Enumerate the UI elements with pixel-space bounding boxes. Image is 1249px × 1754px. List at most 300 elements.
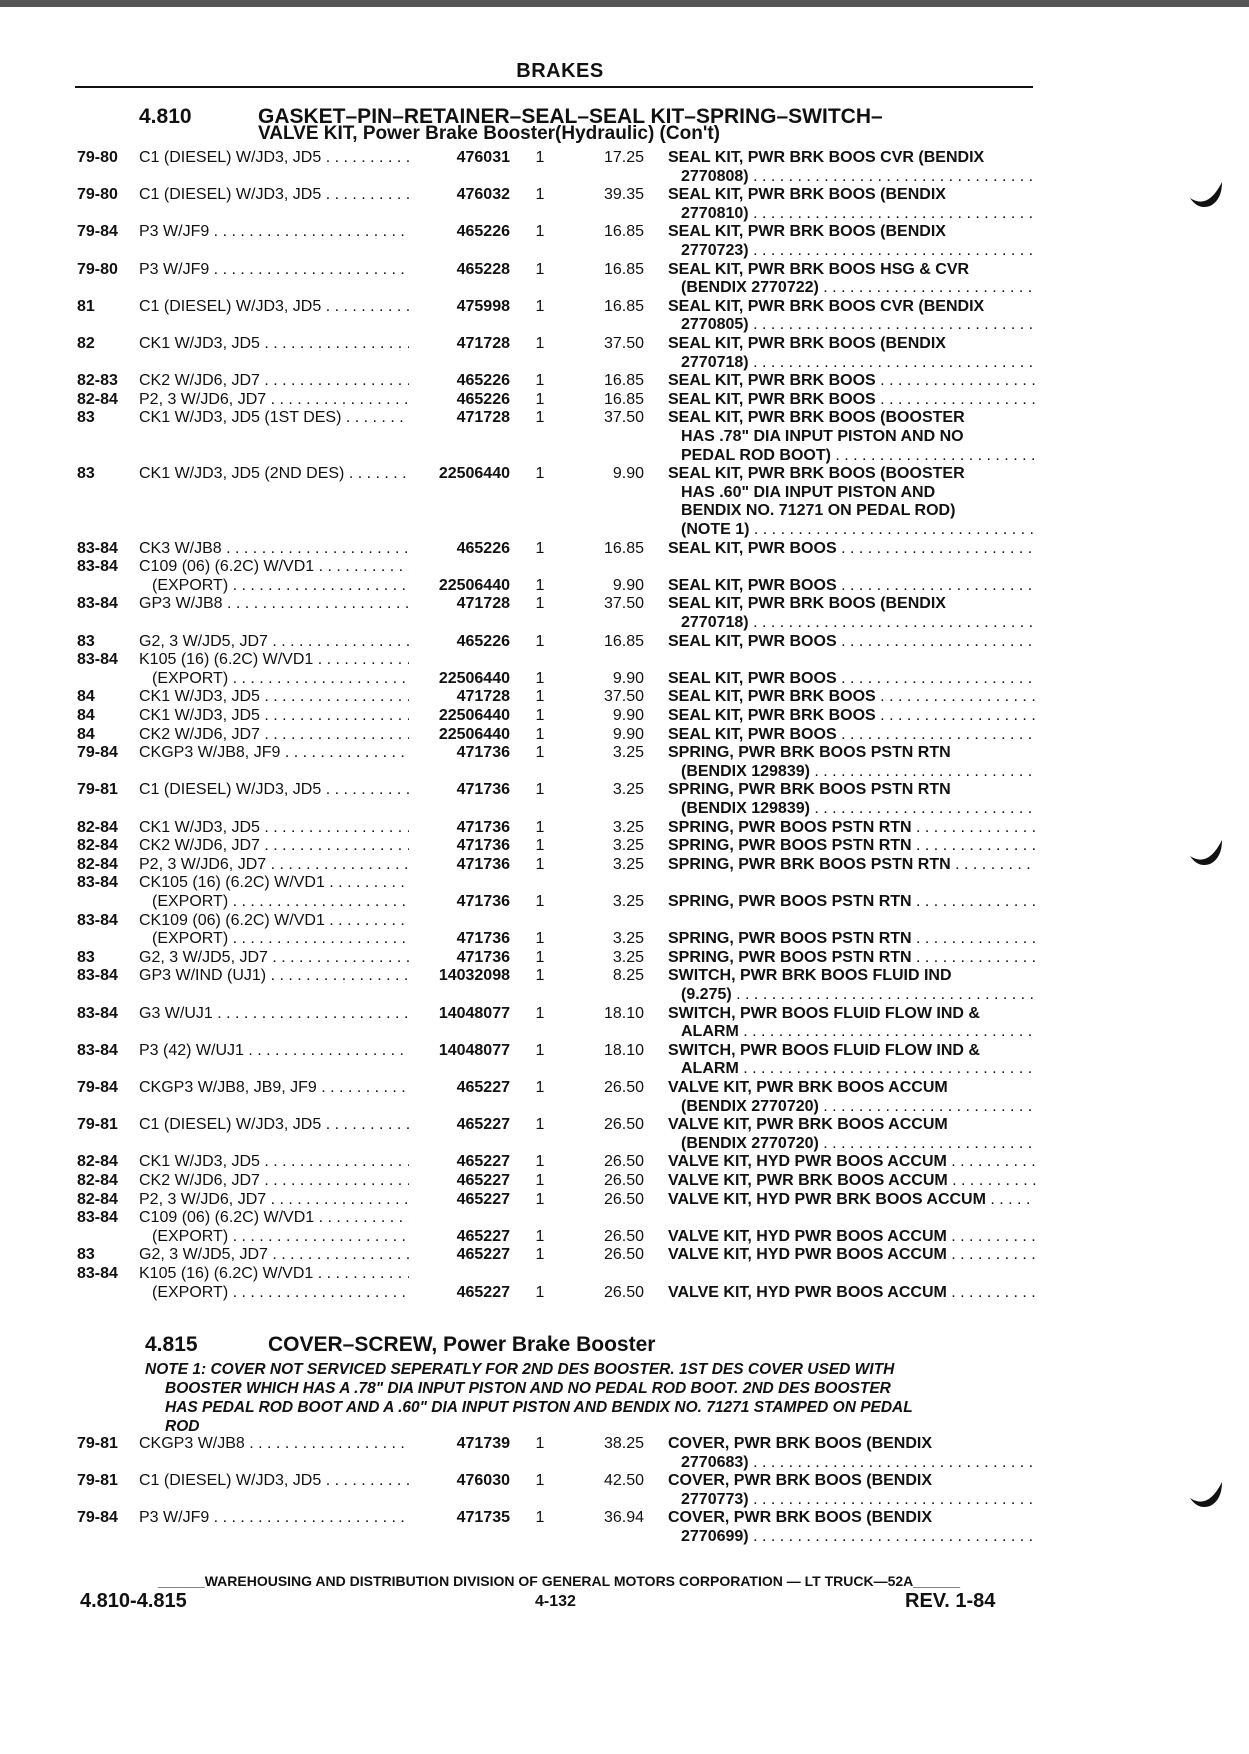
- application-cell-cont: (EXPORT) . . .: [152, 577, 409, 596]
- application-cell: P3 W/JF9 . . .: [139, 1509, 409, 1528]
- quantity-cell: 1: [535, 818, 545, 836]
- price-cell: 39.35: [603, 186, 644, 204]
- price-cell: 8.25: [612, 967, 644, 985]
- quantity-cell: 1: [535, 1509, 545, 1527]
- description-cont: (BENDIX 129839) . . .: [681, 800, 1036, 819]
- description-cell: [668, 186, 1036, 205]
- year-cell: 82-84: [77, 1153, 118, 1171]
- description-text: PWR BRK BOOS: [743, 707, 876, 724]
- quantity-cell: 1: [535, 781, 545, 799]
- description-keyword: VALVE KIT,: [668, 1116, 752, 1134]
- footer-division-text: WAREHOUSING AND DISTRIBUTION DIVISION OF GENERAL MOTORS CORPORATION — LT TRUCK—52A: [204, 1573, 914, 1589]
- description-keyword: SPRING,: [668, 781, 734, 799]
- description-text: PWR BRK BOOS (BENDIX: [729, 1472, 933, 1490]
- price-cell: 16.85: [603, 297, 644, 315]
- section-title-line-2: VALVE KIT, Power Brake Booster(Hydraulic) (Con't): [258, 123, 720, 144]
- application-cell: CK2 W/JD6, JD7 . . .: [139, 1172, 409, 1191]
- description-keyword: VALVE KIT,: [668, 1172, 752, 1189]
- part-number-cell: 471728: [456, 335, 510, 352]
- application-cell: K105 (16) (6.2C) W/VD1 . . .: [139, 1265, 409, 1284]
- price-cell: 26.50: [603, 1246, 644, 1264]
- part-number-cell: 471735: [456, 1509, 510, 1527]
- description-cell: [668, 1191, 1036, 1210]
- description-text: PWR BRK BOOS (BENDIX: [743, 223, 946, 241]
- description-cell: [668, 335, 1036, 354]
- year-cell: 79-80: [77, 149, 118, 166]
- description-text: PWR BRK BOOS CVR (BENDIX: [743, 149, 985, 166]
- application-cell: G2, 3 W/JD5, JD7 . . .: [139, 633, 409, 652]
- price-cell: 26.50: [603, 1283, 644, 1301]
- description-keyword: COVER,: [668, 1472, 730, 1490]
- description-text: PWR BRK BOOS: [743, 390, 876, 408]
- description-text: PWR BOOS FLUID FLOW IND &: [735, 1041, 980, 1059]
- application-cell: CKGP3 W/JB8, JF9 . . .: [139, 744, 409, 763]
- part-number-cell: 471736: [456, 837, 510, 855]
- description-keyword: SPRING,: [668, 930, 734, 948]
- description-keyword: SEAL KIT,: [668, 409, 744, 427]
- year-cell: 83-84: [77, 595, 118, 613]
- description-cell: [668, 1435, 1036, 1454]
- part-number-cell: 14032098: [438, 967, 510, 985]
- application-cell: CK2 W/JD6, JD7 . . .: [139, 372, 409, 391]
- description-cell: [668, 1509, 1036, 1528]
- description-cell: [668, 837, 1036, 856]
- application-cell: CK1 W/JD3, JD5 . . .: [139, 335, 409, 354]
- binder-curl-mark: [1188, 1480, 1226, 1510]
- year-cell: 79-80: [77, 260, 118, 278]
- part-number-cell: 471728: [456, 409, 510, 427]
- description-keyword: SEAL KIT,: [668, 260, 744, 278]
- part-number-cell: 471728: [456, 688, 510, 706]
- quantity-cell: 1: [535, 725, 545, 743]
- description-keyword: SEAL KIT,: [668, 632, 744, 650]
- quantity-cell: 1: [535, 707, 545, 724]
- description-cell: [668, 223, 1036, 242]
- part-number-cell: 471736: [456, 781, 510, 799]
- year-cell: 82-83: [77, 372, 118, 390]
- description-cell: [668, 1172, 1036, 1191]
- description-keyword: SWITCH,: [668, 967, 736, 985]
- price-cell: 36.94: [603, 1509, 644, 1527]
- quantity-cell: 1: [535, 855, 545, 873]
- price-cell: 16.85: [603, 260, 644, 278]
- quantity-cell: 1: [535, 1172, 545, 1189]
- quantity-cell: 1: [535, 967, 545, 985]
- description-text: PWR BOOS PSTN RTN: [733, 837, 912, 855]
- part-number-cell: 465226: [456, 372, 510, 390]
- description-keyword: SEAL KIT,: [668, 223, 744, 241]
- footer-section-range: 4.810-4.815: [80, 1590, 187, 1612]
- description-cell: [668, 372, 1036, 391]
- description-keyword: SEAL KIT,: [668, 149, 744, 166]
- description-keyword: VALVE KIT,: [668, 1190, 752, 1208]
- header-rule: [75, 86, 1033, 88]
- description-keyword: COVER,: [668, 1509, 730, 1527]
- quantity-cell: 1: [535, 1227, 545, 1245]
- year-cell: 83-84: [77, 651, 118, 669]
- description-cell: [668, 261, 1036, 280]
- description-cell: [668, 688, 1036, 707]
- part-number-cell: 22506440: [438, 576, 510, 594]
- year-cell: 79-81: [77, 781, 118, 799]
- part-number-cell: 465226: [456, 223, 510, 241]
- price-cell: 9.90: [612, 576, 644, 594]
- description-keyword: SEAL KIT,: [668, 297, 744, 315]
- binder-curl-mark: [1188, 838, 1226, 868]
- description-cell: [668, 856, 1036, 875]
- application-cell: C1 (DIESEL) W/JD3, JD5 . . .: [139, 781, 409, 800]
- description-text: HYD PWR BRK BOOS ACCUM: [751, 1190, 986, 1208]
- part-number-cell: 471728: [456, 595, 510, 613]
- application-cell: C1 (DIESEL) W/JD3, JD5 . . .: [139, 149, 409, 168]
- description-text: PWR BRK BOOS (BENDIX: [743, 186, 946, 204]
- application-cell: CK1 W/JD3, JD5 . . .: [139, 1153, 409, 1172]
- quantity-cell: 1: [535, 930, 545, 948]
- description-keyword: SWITCH,: [668, 1004, 736, 1022]
- application-cell-cont: (EXPORT) . . .: [152, 1284, 409, 1303]
- description-cont: PEDAL ROD BOOT) . . .: [681, 447, 1036, 466]
- price-cell: 3.25: [612, 892, 644, 910]
- year-cell: 83-84: [77, 967, 118, 985]
- application-cell: C1 (DIESEL) W/JD3, JD5 . . .: [139, 1116, 409, 1135]
- description-cell: [668, 298, 1036, 317]
- part-number-cell: 476031: [456, 149, 510, 166]
- price-cell: 37.50: [603, 335, 644, 352]
- binder-curl-mark: [1188, 180, 1226, 210]
- year-cell: 83-84: [77, 1041, 118, 1059]
- description-keyword: SPRING,: [668, 744, 734, 762]
- application-cell: CK2 W/JD6, JD7 . . .: [139, 837, 409, 856]
- part-number-cell: 14048077: [438, 1004, 510, 1022]
- description-keyword: SEAL KIT,: [668, 539, 744, 557]
- description-cont: 2770718) . . .: [681, 354, 1036, 373]
- description-text: PWR BRK BOOS PSTN RTN: [733, 855, 951, 873]
- description-cell: [668, 1246, 1036, 1265]
- part-number-cell: 476030: [456, 1472, 510, 1490]
- description-keyword: SEAL KIT,: [668, 595, 744, 613]
- section-number: 4.810: [139, 105, 192, 128]
- description-keyword: SEAL KIT,: [668, 186, 744, 204]
- application-cell: G3 W/UJ1 . . .: [139, 1005, 409, 1024]
- price-cell: 16.85: [603, 372, 644, 390]
- description-cell: [668, 1284, 1036, 1303]
- price-cell: 18.10: [603, 1041, 644, 1059]
- description-cell: [668, 1116, 1036, 1135]
- section-title-line-1: GASKET–PIN–RETAINER–SEAL–SEAL KIT–SPRING–SWITCH–: [258, 105, 883, 128]
- part-number-cell: 465227: [456, 1172, 510, 1189]
- year-cell: 82-84: [77, 1190, 118, 1208]
- quantity-cell: 1: [535, 1472, 545, 1490]
- quantity-cell: 1: [535, 595, 545, 613]
- year-cell: 83: [77, 409, 95, 427]
- description-cell: [668, 1472, 1036, 1491]
- section-title-4815: COVER–SCREW, Power Brake Booster: [268, 1333, 656, 1356]
- description-text: HYD PWR BOOS ACCUM: [751, 1153, 947, 1171]
- description-keyword: SPRING,: [668, 892, 734, 910]
- description-keyword: VALVE KIT,: [668, 1227, 752, 1245]
- page-title: BRAKES: [516, 60, 604, 82]
- description-text: PWR BOOS: [743, 576, 837, 594]
- application-cell: GP3 W/IND (UJ1) . . .: [139, 967, 409, 986]
- year-cell: 82-84: [77, 855, 118, 873]
- part-number-cell: 471739: [456, 1435, 510, 1452]
- description-text: PWR BRK BOOS ACCUM: [751, 1172, 948, 1189]
- description-cont: (NOTE 1) . . .: [681, 521, 1036, 540]
- application-cell: P3 (42) W/UJ1 . . .: [139, 1042, 409, 1061]
- application-cell: CK1 W/JD3, JD5 . . .: [139, 707, 409, 726]
- quantity-cell: 1: [535, 1190, 545, 1208]
- year-cell: 83: [77, 465, 95, 483]
- application-cell: G2, 3 W/JD5, JD7 . . .: [139, 1246, 409, 1265]
- part-number-cell: 471736: [456, 744, 510, 762]
- description-text: PWR BRK BOOS CVR (BENDIX: [743, 297, 985, 315]
- page-top-border: [0, 0, 1249, 7]
- application-cell: CK105 (16) (6.2C) W/VD1 . . .: [139, 874, 409, 893]
- application-cell: G2, 3 W/JD5, JD7 . . .: [139, 949, 409, 968]
- part-number-cell: 465227: [456, 1116, 510, 1134]
- price-cell: 3.25: [612, 855, 644, 873]
- description-cell: [668, 1042, 1036, 1061]
- part-number-cell: 465227: [456, 1227, 510, 1245]
- part-number-cell: 22506440: [438, 707, 510, 724]
- description-text: PWR BRK BOOS ACCUM: [751, 1079, 948, 1096]
- price-cell: 26.50: [603, 1227, 644, 1245]
- part-number-cell: 465227: [456, 1283, 510, 1301]
- application-cell: CK3 W/JB8 . . .: [139, 540, 409, 559]
- quantity-cell: 1: [535, 1153, 545, 1171]
- price-cell: 3.25: [612, 837, 644, 855]
- quantity-cell: 1: [535, 390, 545, 408]
- description-text: PWR BRK BOOS (BENDIX: [729, 1509, 933, 1527]
- year-cell: 83: [77, 1246, 95, 1264]
- quantity-cell: 1: [535, 837, 545, 855]
- description-cont: BENDIX NO. 71271 ON PEDAL ROD): [681, 502, 956, 520]
- description-text: PWR BOOS PSTN RTN: [733, 948, 912, 966]
- part-number-cell: 465226: [456, 390, 510, 408]
- description-cell: [668, 670, 1036, 689]
- description-keyword: SEAL KIT,: [668, 465, 744, 483]
- description-keyword: SEAL KIT,: [668, 725, 744, 743]
- description-cont: ALARM . . .: [681, 1060, 1036, 1079]
- application-cell: C109 (06) (6.2C) W/VD1 . . .: [139, 558, 409, 577]
- price-cell: 3.25: [612, 930, 644, 948]
- description-cont: 2770810) . . .: [681, 205, 1036, 224]
- part-number-cell: 471736: [456, 948, 510, 966]
- price-cell: 17.25: [603, 149, 644, 166]
- note-block: [145, 1360, 1045, 1436]
- part-number-cell: 22506440: [438, 465, 510, 483]
- footer-revision: REV. 1-84: [905, 1590, 996, 1612]
- description-cont: 2770723) . . .: [681, 242, 1036, 261]
- price-cell: 26.50: [603, 1116, 644, 1134]
- year-cell: 83-84: [77, 539, 118, 557]
- description-keyword: SEAL KIT,: [668, 576, 744, 594]
- description-text: PWR BRK BOOS PSTN RTN: [733, 781, 951, 799]
- description-text: PWR BRK BOOS ACCUM: [751, 1116, 948, 1134]
- part-number-cell: 22506440: [438, 669, 510, 687]
- description-text: HYD PWR BOOS ACCUM: [751, 1246, 947, 1264]
- description-cell: [668, 726, 1036, 745]
- quantity-cell: 1: [535, 576, 545, 594]
- description-cell: [668, 149, 1036, 168]
- price-cell: 16.85: [603, 390, 644, 408]
- description-cont: HAS .78" DIA INPUT PISTON AND NO: [681, 427, 964, 445]
- description-cell: [668, 1079, 1036, 1098]
- year-cell: 79-81: [77, 1116, 118, 1134]
- description-text: PWR BRK BOOS (BOOSTER: [743, 465, 965, 483]
- description-text: PWR BRK BOOS (BENDIX: [743, 595, 946, 613]
- quantity-cell: 1: [535, 186, 545, 204]
- year-cell: 82-84: [77, 390, 118, 408]
- part-number-cell: 471736: [456, 892, 510, 910]
- application-cell: GP3 W/JB8 . . .: [139, 595, 409, 614]
- description-cont: 2770683) . . .: [681, 1454, 1036, 1473]
- part-number-cell: 471736: [456, 930, 510, 948]
- year-cell: 82-84: [77, 837, 118, 855]
- year-cell: 79-84: [77, 744, 118, 762]
- description-cont: 2770805) . . .: [681, 316, 1036, 335]
- footer-page-number: 4-132: [535, 1593, 576, 1610]
- application-cell: CK109 (06) (6.2C) W/VD1 . . .: [139, 912, 409, 931]
- application-cell: CKGP3 W/JB8 . . .: [139, 1435, 409, 1454]
- description-cell: [668, 409, 1036, 428]
- description-text: PWR BOOS PSTN RTN: [733, 892, 912, 910]
- description-cell: [668, 930, 1036, 949]
- description-cell: [668, 1228, 1036, 1247]
- description-cell: [668, 819, 1036, 838]
- quantity-cell: 1: [535, 1283, 545, 1301]
- year-cell: 79-84: [77, 1509, 118, 1527]
- description-keyword: SPRING,: [668, 837, 734, 855]
- price-cell: 3.25: [612, 781, 644, 799]
- price-cell: 37.50: [603, 595, 644, 613]
- description-keyword: VALVE KIT,: [668, 1246, 752, 1264]
- quantity-cell: 1: [535, 260, 545, 278]
- price-cell: 42.50: [603, 1472, 644, 1490]
- year-cell: 79-84: [77, 1079, 118, 1096]
- price-cell: 18.10: [603, 1004, 644, 1022]
- quantity-cell: 1: [535, 539, 545, 557]
- description-keyword: VALVE KIT,: [668, 1079, 752, 1096]
- description-cell: [668, 949, 1036, 968]
- application-cell: CK1 W/JD3, JD5 (1ST DES) . . .: [139, 409, 409, 428]
- description-cont: (BENDIX 129839) . . .: [681, 763, 1036, 782]
- price-cell: 9.90: [612, 465, 644, 483]
- quantity-cell: 1: [535, 1004, 545, 1022]
- application-cell: P2, 3 W/JD6, JD7 . . .: [139, 856, 409, 875]
- application-cell: P3 W/JF9 . . .: [139, 223, 409, 242]
- note-line: HAS PEDAL ROD BOOT AND A .60" DIA INPUT PISTON AND BENDIX NO. 71271 STAMPED ON PEDAL: [165, 1399, 913, 1416]
- price-cell: 26.50: [603, 1190, 644, 1208]
- application-cell: K105 (16) (6.2C) W/VD1 . . .: [139, 651, 409, 670]
- year-cell: 79-84: [77, 223, 118, 241]
- description-cont: (BENDIX 2770720) . . .: [681, 1135, 1036, 1154]
- description-cell: [668, 1153, 1036, 1172]
- price-cell: 9.90: [612, 725, 644, 743]
- description-keyword: SPRING,: [668, 948, 734, 966]
- part-number-cell: 465227: [456, 1153, 510, 1171]
- description-keyword: SEAL KIT,: [668, 335, 744, 352]
- description-cell: [668, 540, 1036, 559]
- price-cell: 16.85: [603, 223, 644, 241]
- application-cell: C1 (DIESEL) W/JD3, JD5 . . .: [139, 1472, 409, 1491]
- year-cell: 82-84: [77, 818, 118, 836]
- year-cell: 83-84: [77, 911, 118, 929]
- application-cell-cont: (EXPORT) . . .: [152, 893, 409, 912]
- description-text: PWR BRK BOOS HSG & CVR: [743, 260, 970, 278]
- price-cell: 26.50: [603, 1172, 644, 1189]
- application-cell: CK1 W/JD3, JD5 . . .: [139, 819, 409, 838]
- application-cell: CK1 W/JD3, JD5 . . .: [139, 688, 409, 707]
- year-cell: 81: [77, 297, 95, 315]
- quantity-cell: 1: [535, 688, 545, 706]
- description-cont: ALARM . . .: [681, 1023, 1036, 1042]
- application-cell-cont: (EXPORT) . . .: [152, 930, 409, 949]
- price-cell: 37.50: [603, 688, 644, 706]
- year-cell: 83-84: [77, 1265, 118, 1282]
- application-cell: CK1 W/JD3, JD5 (2ND DES) . . .: [139, 465, 409, 484]
- year-cell: 84: [77, 725, 95, 743]
- year-cell: 83: [77, 632, 95, 650]
- description-keyword: VALVE KIT,: [668, 1283, 752, 1301]
- description-cell: [668, 391, 1036, 410]
- description-text: PWR BRK BOOS: [743, 372, 876, 390]
- price-cell: 3.25: [612, 818, 644, 836]
- description-cell: [668, 595, 1036, 614]
- year-cell: 84: [77, 707, 95, 724]
- price-cell: 9.90: [612, 669, 644, 687]
- footer-division: ______WAREHOUSING AND DISTRIBUTION DIVISION OF GENERAL MOTORS CORPORATION — LT TRUCK—52A______: [157, 1573, 961, 1589]
- part-number-cell: 475998: [456, 297, 510, 315]
- application-cell: C109 (06) (6.2C) W/VD1 . . .: [139, 1209, 409, 1228]
- quantity-cell: 1: [535, 297, 545, 315]
- description-text: PWR BOOS: [743, 725, 837, 743]
- part-number-cell: 22506440: [438, 725, 510, 743]
- part-number-cell: 465227: [456, 1246, 510, 1264]
- year-cell: 79-80: [77, 186, 118, 204]
- part-number-cell: 476032: [456, 186, 510, 204]
- part-number-cell: 14048077: [438, 1041, 510, 1059]
- description-text: PWR BOOS: [743, 669, 837, 687]
- application-cell-cont: (EXPORT) . . .: [152, 670, 409, 689]
- price-cell: 38.25: [603, 1435, 644, 1452]
- part-number-cell: 465226: [456, 632, 510, 650]
- description-keyword: SEAL KIT,: [668, 372, 744, 390]
- description-text: HYD PWR BOOS ACCUM: [751, 1283, 947, 1301]
- description-text: PWR BRK BOOS (BENDIX: [743, 335, 946, 352]
- price-cell: 26.50: [603, 1153, 644, 1171]
- description-cont: HAS .60" DIA INPUT PISTON AND: [681, 483, 936, 501]
- price-cell: 3.25: [612, 948, 644, 966]
- description-text: PWR BRK BOOS (BOOSTER: [743, 409, 965, 427]
- quantity-cell: 1: [535, 1041, 545, 1059]
- application-cell: C1 (DIESEL) W/JD3, JD5 . . .: [139, 186, 409, 205]
- part-number-cell: 465226: [456, 539, 510, 557]
- quantity-cell: 1: [535, 632, 545, 650]
- description-text: PWR BOOS PSTN RTN: [733, 818, 912, 836]
- quantity-cell: 1: [535, 409, 545, 427]
- description-cont: 2770773) . . .: [681, 1491, 1036, 1510]
- description-cont: (BENDIX 2770722) . . .: [681, 279, 1036, 298]
- description-text: PWR BOOS: [743, 632, 837, 650]
- price-cell: 3.25: [612, 744, 644, 762]
- description-text: HYD PWR BOOS ACCUM: [751, 1227, 947, 1245]
- part-number-cell: 465228: [456, 260, 510, 278]
- quantity-cell: 1: [535, 223, 545, 241]
- year-cell: 84: [77, 688, 95, 706]
- application-cell: CKGP3 W/JB8, JB9, JF9 . . .: [139, 1079, 409, 1098]
- description-cell: [668, 781, 1036, 800]
